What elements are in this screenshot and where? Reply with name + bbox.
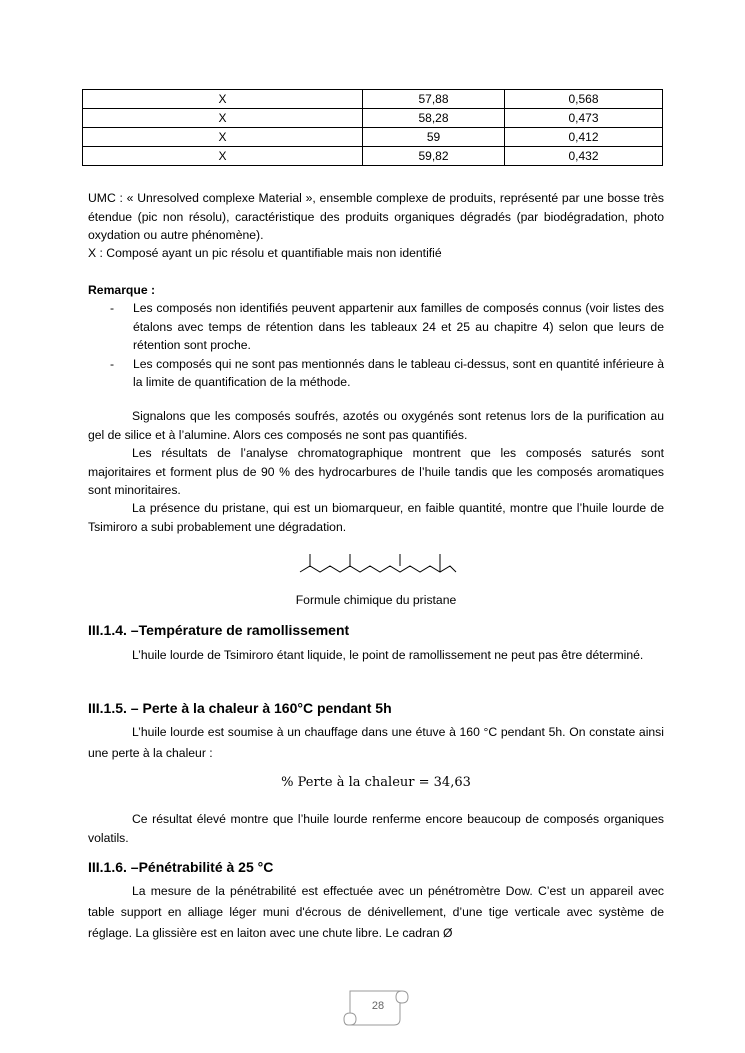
list-item-text: Les composés non identifiés peuvent appartenir aux familles de composés connus (voir listes des étalons avec temps de rétention dans les tableaux 24 et 25 au chapitre 4) selon que leurs de rétention sont proche. xyxy=(133,301,664,353)
table-cell: X xyxy=(83,109,363,128)
list-item xyxy=(88,299,664,355)
table-cell: 59,82 xyxy=(363,147,505,166)
x-note: X : Composé ayant un pic résolu et quantifiable mais non identifié xyxy=(88,246,442,260)
table-row xyxy=(83,90,663,109)
section-115-title: III.1.5. – Perte à la chaleur à 160°C pendant 5h xyxy=(88,700,392,716)
table-row xyxy=(83,147,663,166)
table-cell: 57,88 xyxy=(363,90,505,109)
paragraph-results: Les résultats de l’analyse chromatographique montrent que les composés saturés sont majoritaires et forment plus de 90 % des hydrocarbures de l’huile tandis que les composés aromatiques sont minoritaires. xyxy=(88,446,664,498)
list-item-text: Les composés qui ne sont pas mentionnés dans le tableau ci-dessus, sont en quantité inférieure à la limite de quantification de la méthode. xyxy=(133,356,664,390)
table-cell: 0,412 xyxy=(505,128,663,147)
table-cell: 59 xyxy=(363,128,505,147)
paragraph-pristane: La présence du pristane, qui est un biomarqueur, en faible quantité, montre que l’huile lourde de Tsimiroro a subi probablement une dégradation. xyxy=(88,501,664,534)
figure-caption: Formule chimique du pristane xyxy=(295,593,457,607)
umc-note: UMC : « Unresolved complexe Material », ensemble complexe de produits, représenté par une bosse très étendue (pic non résolu), caractéristique des produits organiques dégradés (par biodégradation, photo oxydation ou autre phénomène). xyxy=(88,191,664,243)
bullet-dash: - xyxy=(110,356,115,371)
pristane-structure xyxy=(298,552,458,576)
remarque-list xyxy=(88,299,664,392)
bullet-dash: - xyxy=(110,301,115,315)
paragraph-compounds: Signalons que les composés soufrés, azotés ou oxygénés sont retenus lors de la purification au gel de silice et à l’alumine. Alors ces composés ne sont pas quantifiés. xyxy=(88,409,664,442)
table-cell: 0,432 xyxy=(505,147,663,166)
section-114-title: III.1.4. –Température de ramollissement xyxy=(88,622,350,638)
section-116-title: III.1.6. –Pénétrabilité à 25 °C xyxy=(88,859,274,875)
table-cell: X xyxy=(83,90,363,109)
table-row xyxy=(83,128,663,147)
section-116-text: La mesure de la pénétrabilité est effectuée avec un pénétromètre Dow. C’est un appareil avec table support en alliage léger muni d'écrous de dénivellement, d’une tige verticale avec système de réglage. La glissière est en laiton avec une chute libre. Le cadran Ø xyxy=(88,884,664,940)
remarque-title: Remarque : xyxy=(88,283,156,297)
section-115-conclusion: Ce résultat élevé montre que l’huile lourde renferme encore beaucoup de composés organiques volatils. xyxy=(88,812,664,845)
table-cell: 58,28 xyxy=(363,109,505,128)
list-item xyxy=(88,355,664,392)
table-cell: 0,473 xyxy=(505,109,663,128)
page-number: 28 xyxy=(371,1000,385,1012)
table-cell: 0,568 xyxy=(505,90,663,109)
data-table xyxy=(82,89,663,166)
heat-loss-formula: % Perte à la chaleur = 34,63 xyxy=(281,775,471,790)
table-row xyxy=(83,109,663,128)
section-114-text: L’huile lourde de Tsimiroro étant liquide, le point de ramollissement ne peut pas être déterminé. xyxy=(132,648,644,662)
table-cell: X xyxy=(83,128,363,147)
section-115-text: L’huile lourde est soumise à un chauffage dans une étuve à 160 °C pendant 5h. On constate ainsi une perte à la chaleur : xyxy=(88,725,664,760)
table-cell: X xyxy=(83,147,363,166)
